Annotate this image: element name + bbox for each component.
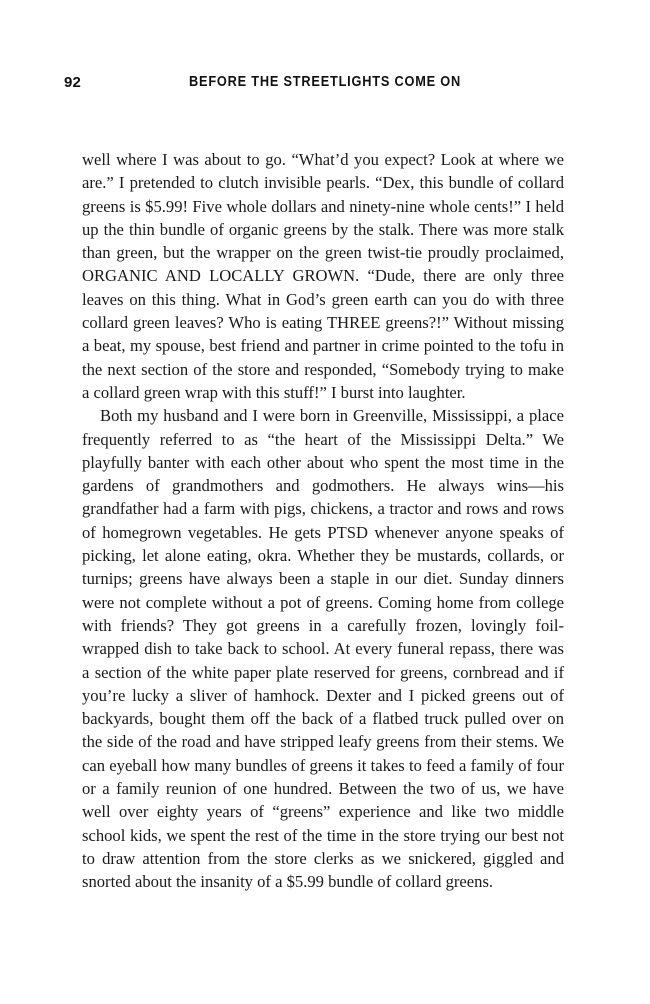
page-number: 92 xyxy=(64,74,82,91)
paragraph: Both my husband and I were born in Greenville, Mississippi, a place frequently referred to as “the heart of the Mississippi Delta.” We playfully banter with each other about who spent the most time in the gardens of grandmothers and godmothers. He always wins—his grandfather had a farm with pigs, chickens, a tractor and rows and rows of homegrown vegetables. He gets PTSD whenever anyone speaks of picking, let alone eating, okra. Whether they be mustards, collards, or turnips; greens have always been a staple in our diet. Sunday dinners were not complete without a pot of greens. Coming home from college with friends? They got greens in a carefully frozen, lovingly foil-wrapped dish to take back to school. At every funeral repass, there was a section of the white paper plate reserved for greens, cornbread and if you’re lucky a sliver of hamhock. Dexter and I picked greens out of backyards, bought them off the back of a flatbed truck pulled over on the side of the road and have stripped leafy greens from their stems. We can eyeball how many bundles of greens it takes to feed a family of four or a family reunion of one hundred. Between the two of us, we have well over eighty years of “greens” experience and like two middle school kids, we spent the rest of the time in the store trying our best not to draw attention from the store clerks as we snickered, giggled and snorted about the insanity of a $5.99 bundle of collard greens. xyxy=(82,406,564,892)
running-header xyxy=(64,74,586,98)
paragraph-continued: well where I was about to go. “What’d you expect? Look at where we are.” I pretended to clutch invisible pearls. “Dex, this bundle of collard greens is $5.99! Five whole dollars and ninety-nine whole cents!” I held up the thin bundle of organic greens by the stalk. There was more stalk than green, but the wrapper on the green twist-tie proudly proclaimed, ORGANIC AND LOCALLY GROWN. “Dude, there are only three leaves on this thing. What in God’s green earth can you do with three collard green leaves? Who is eating THREE greens?!” Without missing a beat, my spouse, best friend and partner in crime pointed to the tofu in the next section of the store and responded, “Somebody trying to make a collard green wrap with this stuff!” I burst into laughter. xyxy=(82,150,564,402)
body-text xyxy=(82,148,564,894)
book-title: BEFORE THE STREETLIGHTS COME ON xyxy=(189,74,461,90)
